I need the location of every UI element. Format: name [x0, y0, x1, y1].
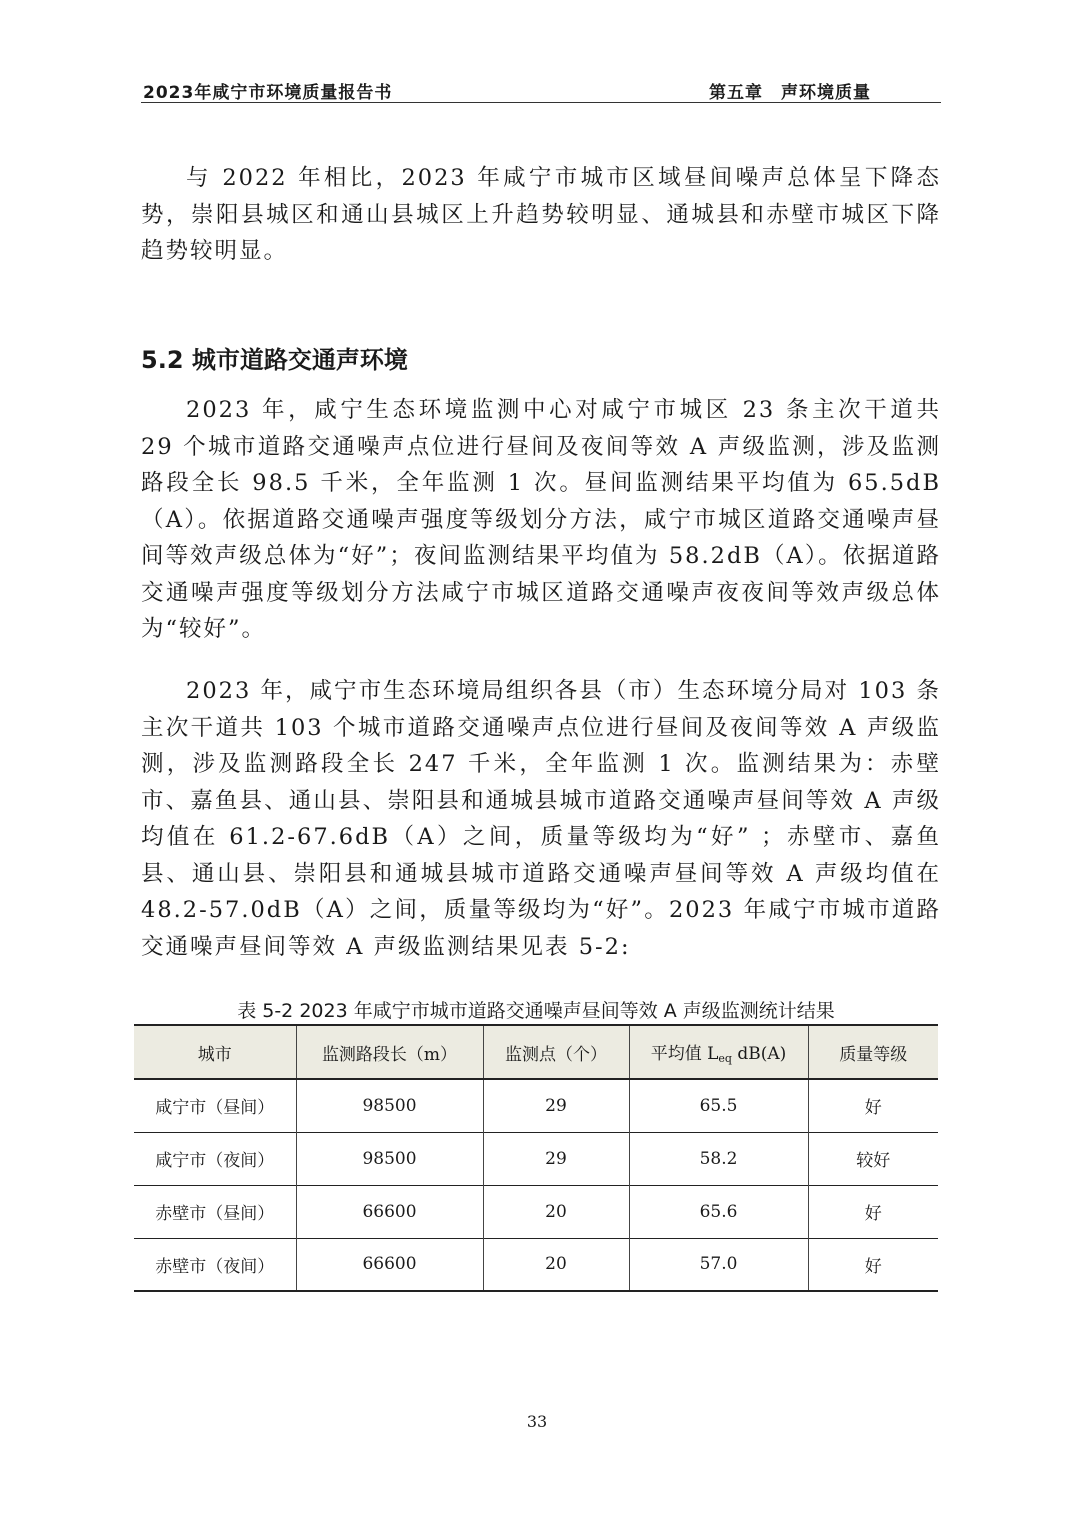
header-points: 监测点（个）	[483, 1025, 629, 1079]
cell-points: 20	[483, 1238, 629, 1291]
cell-average: 57.0	[629, 1238, 808, 1291]
cell-grade: 好	[808, 1185, 938, 1238]
header-average	[629, 1025, 808, 1079]
report-title: 2023年咸宁市环境质量报告书	[143, 83, 393, 103]
cell-points: 29	[483, 1132, 629, 1185]
cell-grade: 好	[808, 1079, 938, 1132]
header-average-unit: dB(A)	[731, 1044, 787, 1064]
section-heading: 5.2 城市道路交通声环境	[141, 346, 408, 374]
header-grade: 质量等级	[808, 1025, 938, 1079]
header-average-label: 平均值 L	[650, 1044, 719, 1064]
table-header-row	[134, 1025, 938, 1079]
header-average-subscript: eq	[718, 1052, 732, 1065]
cell-average: 65.5	[629, 1079, 808, 1132]
paragraph-3: 2023 年，咸宁市生态环境局组织各县（市）生态环境分局对 103 条主次干道共 103 个城市道路交通噪声点位进行昼间及夜间等效 A 声级监测，涉及监测路段全长 247 千米，全年监测 1 次。监测结果为：赤壁市、嘉鱼县、通山县、崇阳县和通城县城市道路交通噪声昼间等效 A 声级均值在 61.2-67.6dB（A）之间，质量等级均为“好” ；赤壁市、嘉鱼县、通山县、崇阳县和通城县城市道路交通噪声昼间等效 A 声级均值在 48.2-57.0dB（A）之间，质量等级均为“好”。2023 年咸宁市城市道路交通噪声昼间等效 A 声级监测结果见表 5-2:	[141, 678, 941, 960]
cell-grade: 较好	[808, 1132, 938, 1185]
cell-city: 赤壁市（昼间）	[155, 1204, 275, 1224]
cell-average: 65.6	[629, 1185, 808, 1238]
table-row	[134, 1079, 938, 1132]
page-number: 33	[526, 1412, 548, 1431]
table-row	[134, 1185, 938, 1238]
header-length: 监测路段长（m）	[296, 1025, 483, 1079]
cell-city: 咸宁市（夜间）	[155, 1151, 275, 1171]
cell-points: 20	[483, 1185, 629, 1238]
table-row	[134, 1132, 938, 1185]
cell-length: 66600	[296, 1185, 483, 1238]
chapter-title: 第五章 声环境质量	[709, 83, 871, 103]
page-header	[141, 76, 941, 103]
table-caption: 表 5-2 2023 年咸宁市城市道路交通噪声昼间等效 A 声级监测统计结果	[237, 1000, 835, 1022]
header-city: 城市	[197, 1044, 232, 1065]
cell-points: 29	[483, 1079, 629, 1132]
cell-length: 66600	[296, 1238, 483, 1291]
paragraph-2: 2023 年，咸宁生态环境监测中心对咸宁市城区 23 条主次干道共 29 个城市道路交通噪声点位进行昼间及夜间等效 A 声级监测，涉及监测路段全长 98.5 千米，全年监测 1 次。昼间监测结果平均值为 65.5dB（A）。依据道路交通噪声强度等级划分方法，咸宁市城区道路交通噪声昼间等效声级总体为“好”；夜间监测结果平均值为 58.2dB（A）。依据道路交通噪声强度等级划分方法咸宁市城区道路交通噪声夜夜间等效声级总体为“较好”。	[141, 397, 941, 642]
noise-statistics-table	[134, 1024, 938, 1292]
paragraph-1: 与 2022 年相比，2023 年咸宁市城市区域昼间噪声总体呈下降态势，崇阳县城区和通山县城区上升趋势较明显、通城县和赤壁市城区下降趋势较明显。	[141, 165, 941, 264]
table-row	[134, 1238, 938, 1291]
cell-city: 赤壁市（夜间）	[155, 1256, 275, 1277]
cell-average: 58.2	[629, 1132, 808, 1185]
cell-length: 98500	[296, 1079, 483, 1132]
cell-city: 咸宁市（昼间）	[155, 1098, 275, 1119]
cell-length: 98500	[296, 1132, 483, 1185]
cell-grade: 好	[808, 1238, 938, 1291]
